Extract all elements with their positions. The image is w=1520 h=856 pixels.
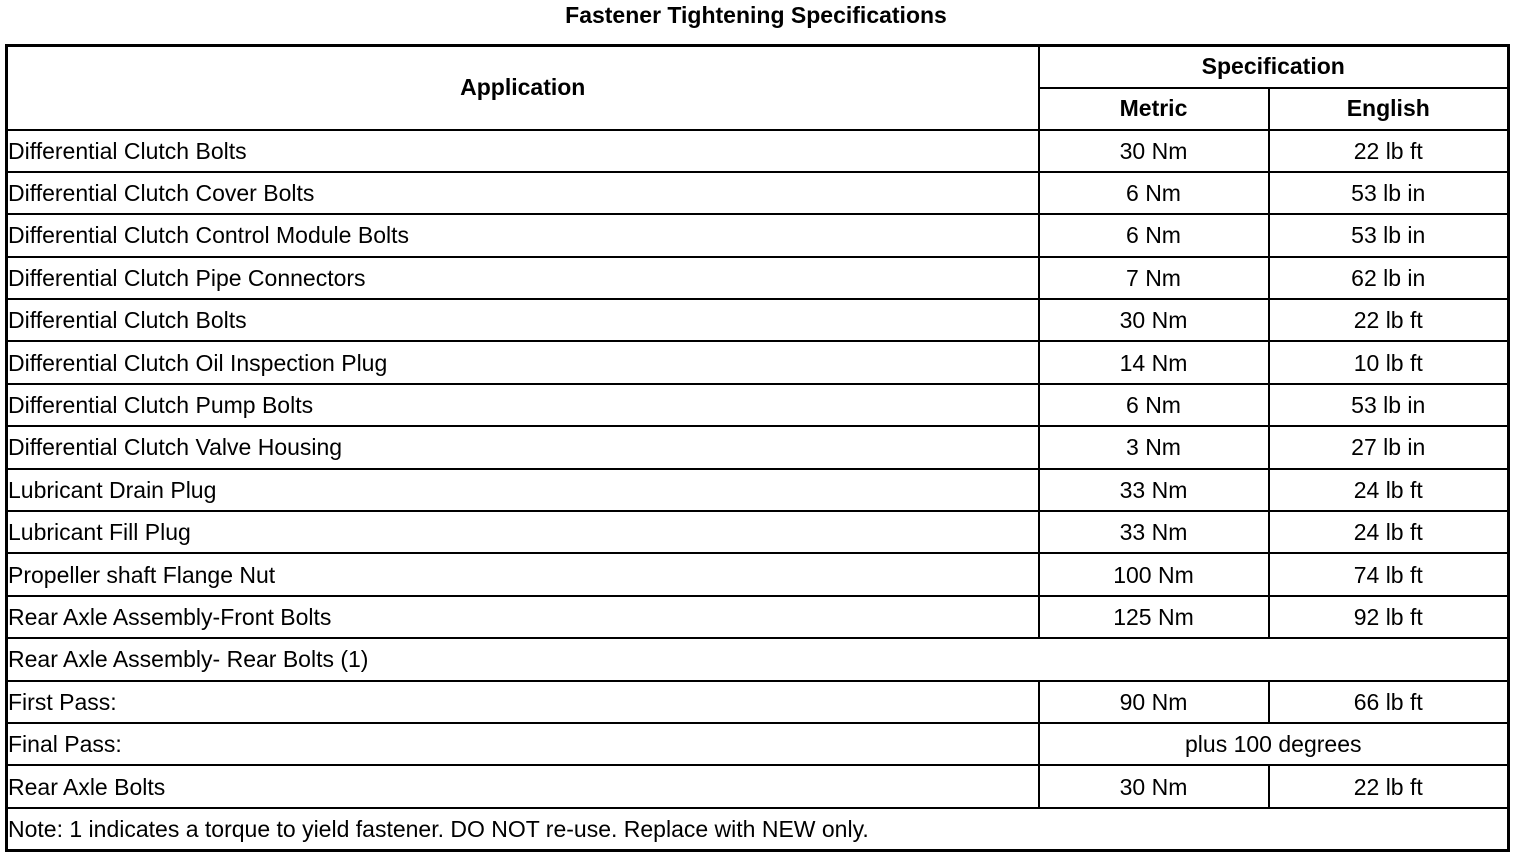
application-cell: Differential Clutch Control Module Bolts — [7, 214, 1039, 256]
english-cell: 66 lb ft — [1269, 681, 1509, 723]
metric-cell: 6 Nm — [1039, 214, 1269, 256]
english-cell: 62 lb in — [1269, 257, 1509, 299]
application-cell: First Pass: — [7, 681, 1039, 723]
header-metric: Metric — [1039, 88, 1269, 130]
header-specification: Specification — [1039, 46, 1509, 88]
english-cell: 53 lb in — [1269, 214, 1509, 256]
metric-cell: 7 Nm — [1039, 257, 1269, 299]
english-cell: 22 lb ft — [1269, 299, 1509, 341]
table-row — [7, 596, 1509, 638]
header-application: Application — [7, 46, 1039, 130]
final-pass-value-cell: plus 100 degrees — [1039, 723, 1509, 765]
english-cell: 22 lb ft — [1269, 130, 1509, 172]
english-cell: 27 lb in — [1269, 426, 1509, 468]
english-cell: 24 lb ft — [1269, 469, 1509, 511]
table-row — [7, 341, 1509, 383]
table-row — [7, 511, 1509, 553]
metric-cell: 3 Nm — [1039, 426, 1269, 468]
application-cell: Final Pass: — [7, 723, 1039, 765]
table-row — [7, 765, 1509, 807]
application-cell: Lubricant Fill Plug — [7, 511, 1039, 553]
english-cell: 24 lb ft — [1269, 511, 1509, 553]
table-row — [7, 681, 1509, 723]
application-cell: Lubricant Drain Plug — [7, 469, 1039, 511]
english-cell: 53 lb in — [1269, 172, 1509, 214]
metric-cell: 30 Nm — [1039, 130, 1269, 172]
metric-cell: 14 Nm — [1039, 341, 1269, 383]
application-cell: Differential Clutch Cover Bolts — [7, 172, 1039, 214]
english-cell: 53 lb in — [1269, 384, 1509, 426]
application-cell: Differential Clutch Bolts — [7, 130, 1039, 172]
metric-cell: 33 Nm — [1039, 469, 1269, 511]
table-row — [7, 172, 1509, 214]
fastener-spec-table — [5, 44, 1510, 852]
table-row — [7, 299, 1509, 341]
table-row — [7, 426, 1509, 468]
application-cell: Rear Axle Bolts — [7, 765, 1039, 807]
application-cell: Differential Clutch Valve Housing — [7, 426, 1039, 468]
table-row — [7, 130, 1509, 172]
table-row — [7, 214, 1509, 256]
table-row — [7, 257, 1509, 299]
document-title: Fastener Tightening Specifications — [565, 2, 947, 28]
application-cell: Differential Clutch Pump Bolts — [7, 384, 1039, 426]
application-cell: Propeller shaft Flange Nut — [7, 553, 1039, 595]
table-note: Note: 1 indicates a torque to yield fastener. DO NOT re-use. Replace with NEW only. — [7, 808, 1509, 851]
english-cell: 92 lb ft — [1269, 596, 1509, 638]
application-cell: Differential Clutch Oil Inspection Plug — [7, 341, 1039, 383]
metric-cell: 6 Nm — [1039, 384, 1269, 426]
application-cell: Differential Clutch Pipe Connectors — [7, 257, 1039, 299]
table-row — [7, 723, 1509, 765]
metric-cell: 30 Nm — [1039, 765, 1269, 807]
metric-cell: 6 Nm — [1039, 172, 1269, 214]
table-row — [7, 469, 1509, 511]
english-cell: 74 lb ft — [1269, 553, 1509, 595]
header-english: English — [1269, 88, 1509, 130]
english-cell: 22 lb ft — [1269, 765, 1509, 807]
metric-cell: 125 Nm — [1039, 596, 1269, 638]
table-row — [7, 384, 1509, 426]
application-cell: Differential Clutch Bolts — [7, 299, 1039, 341]
metric-cell: 30 Nm — [1039, 299, 1269, 341]
application-cell: Rear Axle Assembly-Front Bolts — [7, 596, 1039, 638]
metric-cell: 33 Nm — [1039, 511, 1269, 553]
header-row-top — [7, 46, 1509, 88]
metric-cell: 100 Nm — [1039, 553, 1269, 595]
english-cell: 10 lb ft — [1269, 341, 1509, 383]
table-row — [7, 553, 1509, 595]
rear-bolts-group-label: Rear Axle Assembly- Rear Bolts (1) — [7, 638, 1509, 680]
metric-cell: 90 Nm — [1039, 681, 1269, 723]
group-header-row — [7, 638, 1509, 680]
note-row — [7, 808, 1509, 851]
